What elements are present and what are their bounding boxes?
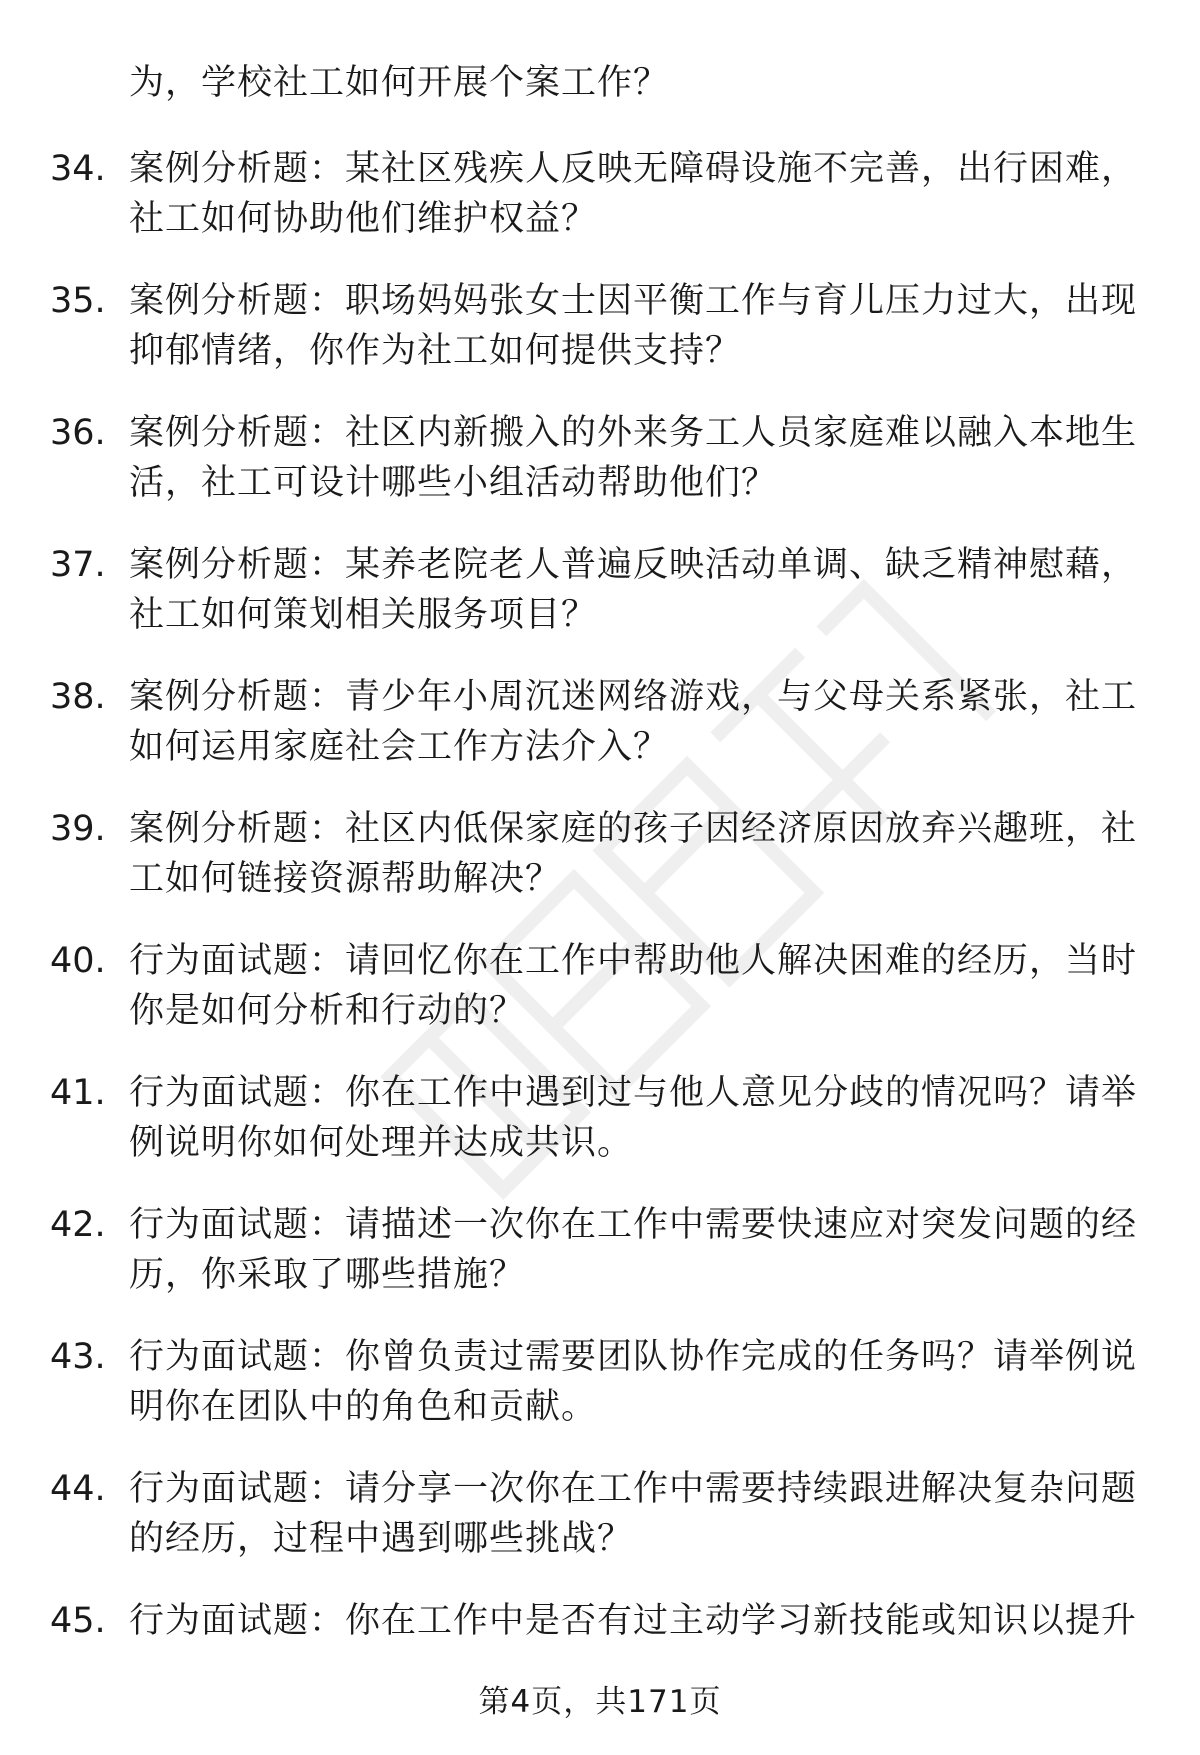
question-item bbox=[0, 1459, 1200, 1591]
question-item bbox=[0, 799, 1200, 931]
question-item bbox=[0, 535, 1200, 667]
question-line: 行为面试题：请回忆你在工作中帮助他人解决困难的经历，当时 bbox=[129, 941, 1138, 981]
question-text bbox=[129, 1068, 1139, 1168]
question-line: 社工如何协助他们维护权益？ bbox=[129, 199, 598, 239]
question-number: 39. bbox=[50, 809, 106, 849]
question-line: 活，社工可设计哪些小组活动帮助他们？ bbox=[129, 463, 778, 503]
question-item bbox=[0, 271, 1200, 403]
question-item bbox=[0, 1327, 1200, 1459]
question-text bbox=[129, 540, 1139, 640]
question-line: 明你在团队中的角色和贡献。 bbox=[129, 1387, 598, 1427]
question-line: 社工如何策划相关服务项目？ bbox=[129, 595, 598, 635]
question-text bbox=[129, 144, 1139, 244]
question-line: 的经历，过程中遇到哪些挑战？ bbox=[129, 1519, 634, 1559]
question-text bbox=[129, 1332, 1139, 1432]
question-number: 36. bbox=[50, 413, 106, 453]
question-number: 45. bbox=[50, 1601, 106, 1641]
question-line: 案例分析题：某养老院老人普遍反映活动单调、缺乏精神慰藉， bbox=[129, 545, 1138, 585]
question-line: 历，你采取了哪些措施？ bbox=[129, 1255, 526, 1295]
question-line: 案例分析题：社区内新搬入的外来务工人员家庭难以融入本地生 bbox=[129, 413, 1138, 453]
question-item bbox=[0, 139, 1200, 271]
question-list bbox=[0, 139, 1200, 1723]
question-line: 抑郁情绪，你作为社工如何提供支持？ bbox=[129, 331, 742, 371]
question-line: 例说明你如何处理并达成共识。 bbox=[129, 1123, 634, 1163]
question-text bbox=[129, 936, 1139, 1036]
question-line: 案例分析题：青少年小周沉迷网络游戏，与父母关系紧张，社工 bbox=[129, 677, 1138, 717]
question-number: 44. bbox=[50, 1469, 106, 1509]
question-line: 行为面试题：你曾负责过需要团队协作完成的任务吗？请举例说 bbox=[129, 1337, 1138, 1377]
question-text bbox=[129, 1596, 1139, 1646]
question-line: 行为面试题：请分享一次你在工作中需要持续跟进解决复杂问题 bbox=[129, 1469, 1138, 1509]
question-line: 工如何链接资源帮助解决？ bbox=[129, 859, 562, 899]
question-line: 案例分析题：某社区残疾人反映无障碍设施不完善，出行困难， bbox=[129, 149, 1138, 189]
question-number: 40. bbox=[50, 941, 106, 981]
question-text bbox=[129, 276, 1139, 376]
question-number: 43. bbox=[50, 1337, 106, 1377]
page-footer: 第4页，共171页 bbox=[478, 1684, 722, 1720]
question-line: 如何运用家庭社会工作方法介入？ bbox=[129, 727, 670, 767]
question-line: 行为面试题：请描述一次你在工作中需要快速应对突发问题的经 bbox=[129, 1205, 1138, 1245]
question-item bbox=[0, 403, 1200, 535]
question-text bbox=[129, 672, 1139, 772]
question-line: 行为面试题：你在工作中遇到过与他人意见分歧的情况吗？请举 bbox=[129, 1073, 1138, 1113]
question-line: 行为面试题：你在工作中是否有过主动学习新技能或知识以提升 bbox=[129, 1601, 1138, 1641]
question-text bbox=[129, 408, 1139, 508]
question-number: 41. bbox=[50, 1073, 106, 1113]
question-number: 37. bbox=[50, 545, 106, 585]
question-number: 42. bbox=[50, 1205, 106, 1245]
carried-over-question-text: 为，学校社工如何开展个案工作？ bbox=[129, 63, 670, 103]
question-item bbox=[0, 1063, 1200, 1195]
question-item bbox=[0, 931, 1200, 1063]
question-text bbox=[129, 1464, 1139, 1564]
question-text bbox=[129, 804, 1139, 904]
question-text bbox=[129, 1200, 1139, 1300]
question-line: 案例分析题：社区内低保家庭的孩子因经济原因放弃兴趣班，社 bbox=[129, 809, 1138, 849]
question-item bbox=[0, 667, 1200, 799]
question-number: 38. bbox=[50, 677, 106, 717]
question-item bbox=[0, 1195, 1200, 1327]
question-line: 你是如何分析和行动的？ bbox=[129, 991, 526, 1031]
question-number: 35. bbox=[50, 281, 106, 321]
question-line: 案例分析题：职场妈妈张女士因平衡工作与育儿压力过大，出现 bbox=[129, 281, 1138, 321]
question-number: 34. bbox=[50, 149, 106, 189]
